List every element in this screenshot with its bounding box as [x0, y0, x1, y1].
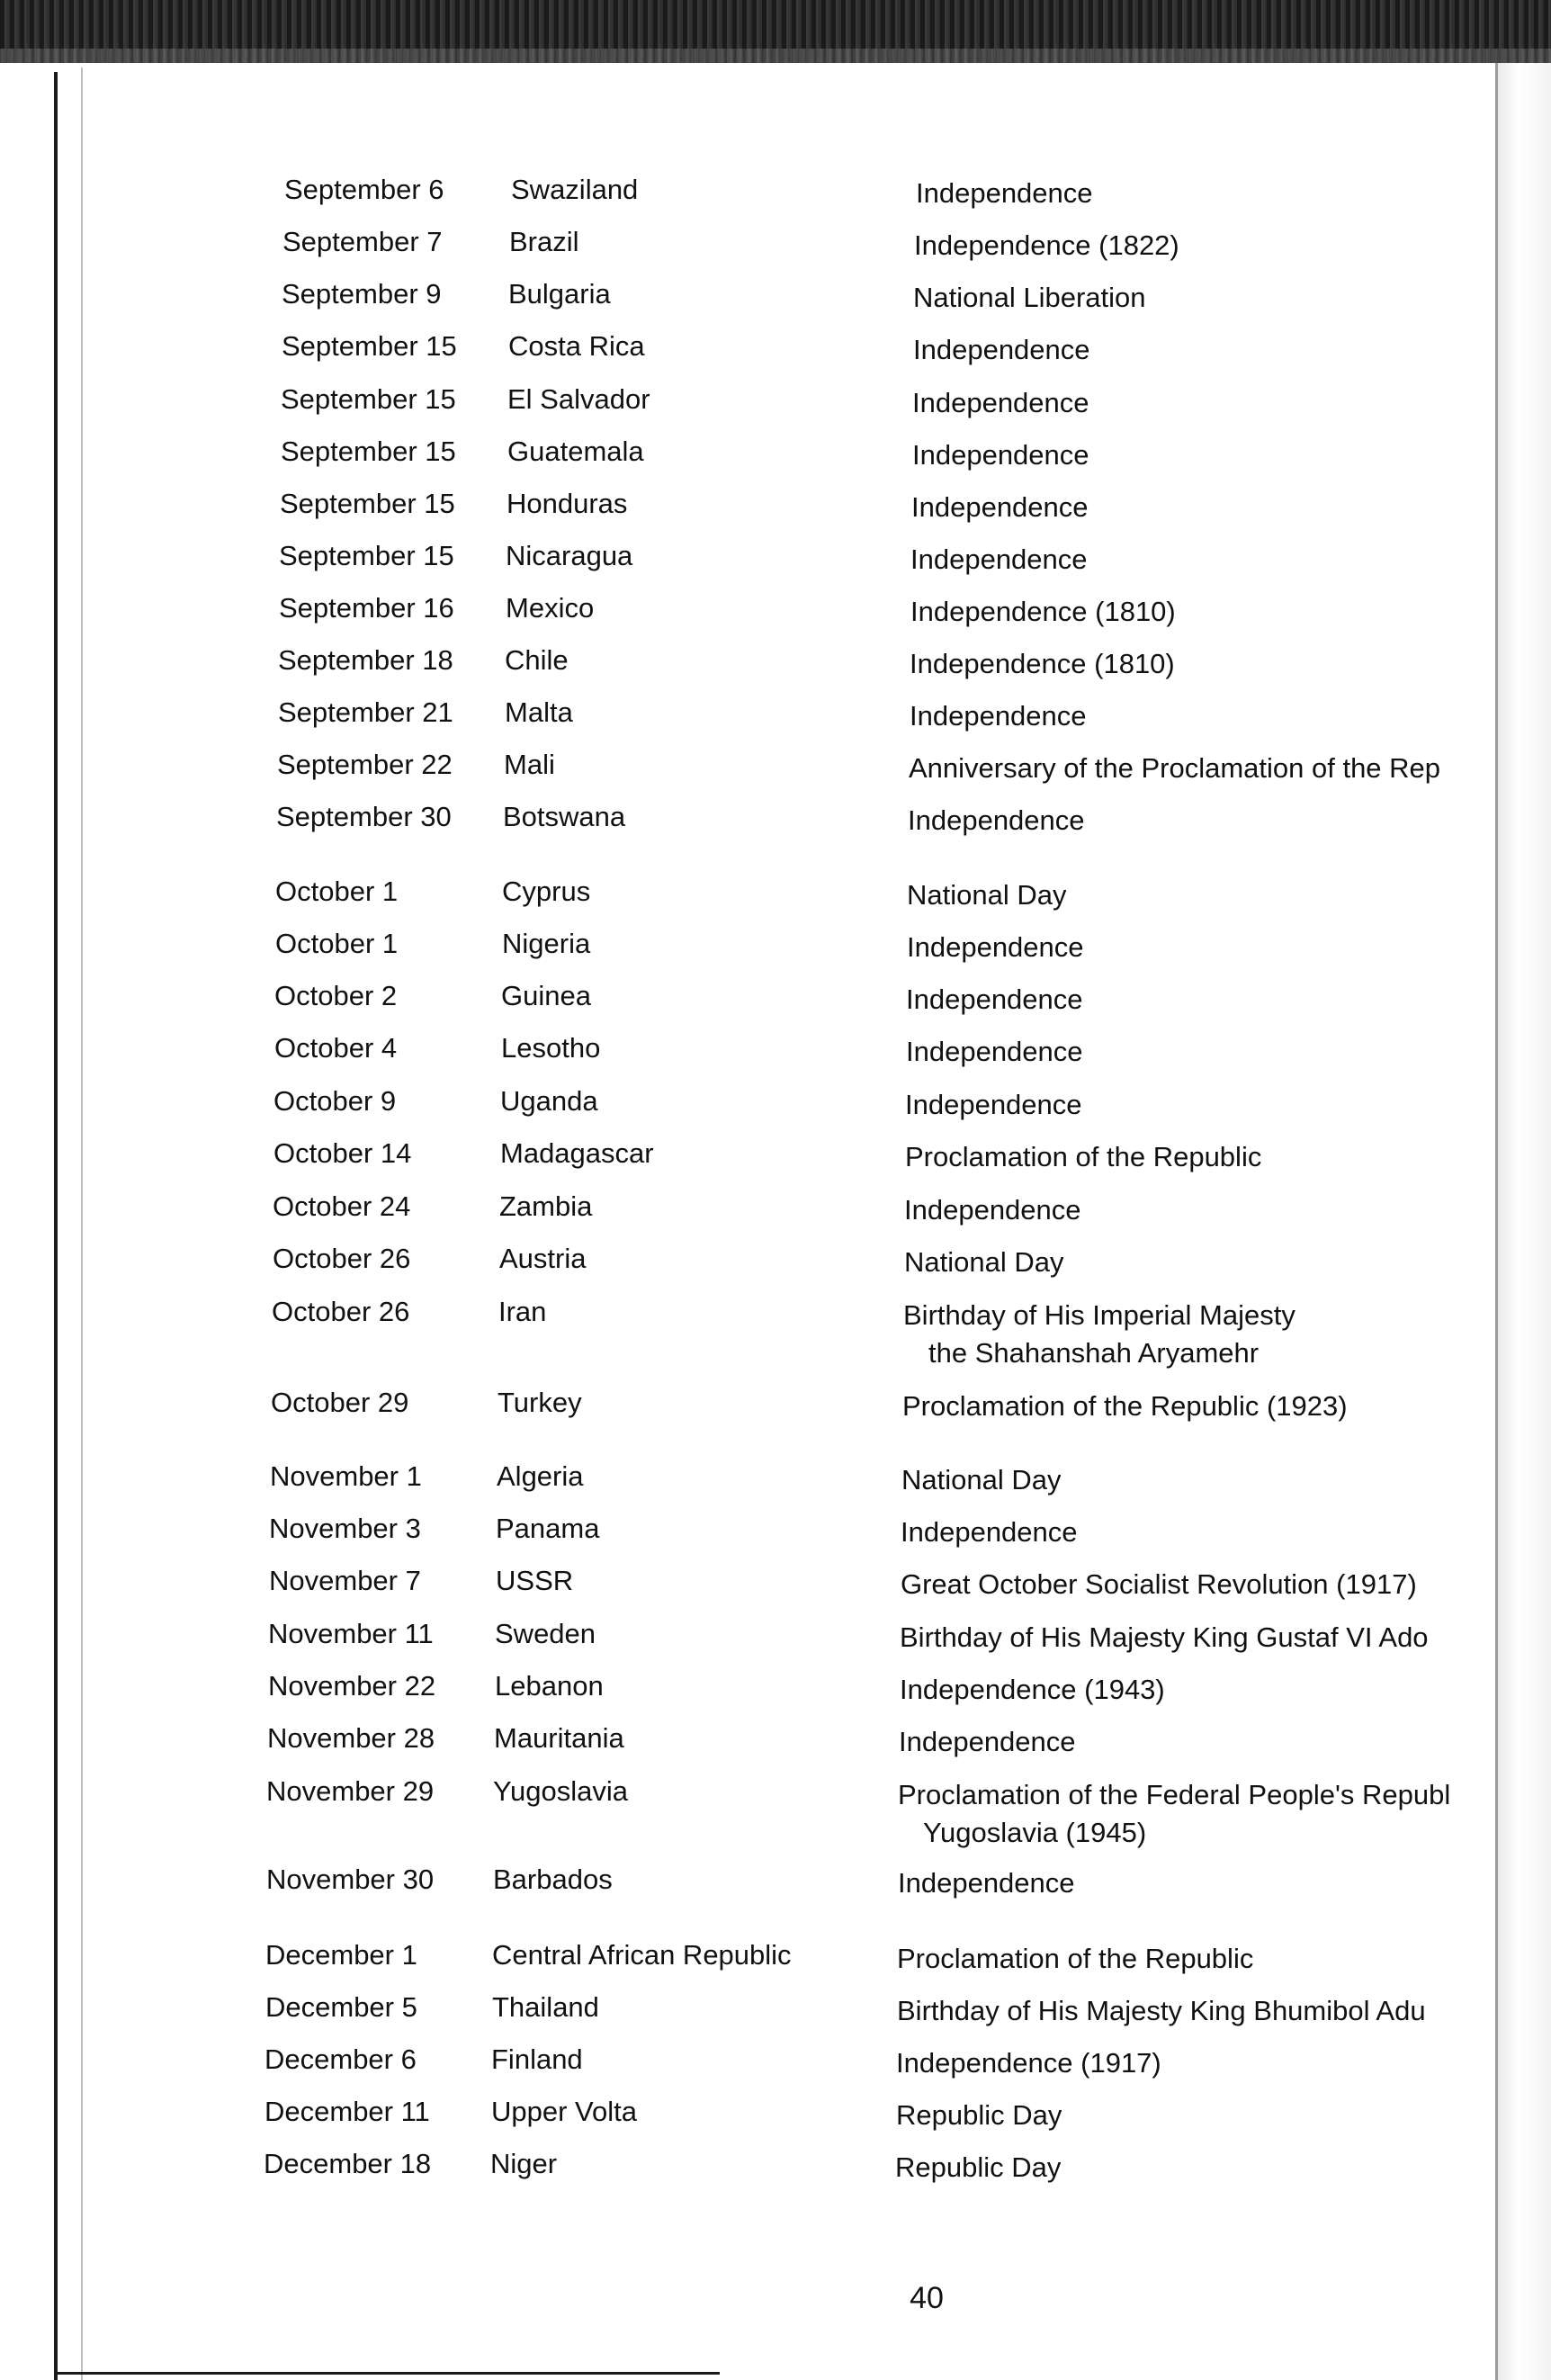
holiday-event: Proclamation of the Republic	[897, 1943, 1254, 1974]
holiday-event-continued: the Shahanshah Aryamehr	[928, 1337, 1260, 1369]
scan-top-edge	[0, 0, 1551, 63]
holiday-event: Birthday of His Majesty King Bhumibol Adu	[897, 1995, 1426, 2026]
holiday-event: Proclamation of the Republic	[905, 1141, 1262, 1172]
holiday-date: October 9	[273, 1085, 397, 1117]
holiday-date: October 14	[273, 1137, 412, 1169]
holiday-country: Brazil	[509, 226, 579, 257]
holiday-event: Independence (1810)	[910, 648, 1175, 679]
holiday-country: Thailand	[492, 1991, 599, 2023]
holiday-event: Independence	[908, 804, 1085, 836]
holiday-country: Sweden	[495, 1618, 596, 1649]
holiday-event: Independence (1822)	[914, 229, 1179, 261]
holiday-country: Chile	[505, 644, 569, 676]
holiday-event: Independence	[910, 543, 1088, 575]
holiday-event: Independence	[912, 439, 1089, 471]
holiday-country: Iran	[498, 1296, 547, 1327]
holiday-country: USSR	[496, 1565, 574, 1596]
holiday-event: Independence	[906, 1036, 1083, 1067]
holiday-date: September 6	[284, 174, 444, 205]
holiday-country: Mexico	[506, 592, 595, 624]
holiday-country: Yugoslavia	[493, 1775, 628, 1807]
holiday-country: Cyprus	[502, 876, 591, 907]
holiday-date: September 15	[279, 540, 454, 571]
holiday-event: Great October Socialist Revolution (1917)	[901, 1568, 1417, 1600]
holiday-event: Independence (1943)	[900, 1674, 1165, 1705]
holiday-date: November 28	[267, 1722, 435, 1754]
holiday-country: Guinea	[501, 980, 591, 1011]
holiday-date: September 15	[282, 330, 457, 362]
holiday-date: November 22	[268, 1670, 436, 1702]
holiday-event: Anniversary of the Proclamation of the Rep	[909, 752, 1441, 784]
holiday-country: Upper Volta	[491, 2096, 637, 2127]
holiday-country: Barbados	[493, 1864, 613, 1895]
holiday-date: October 24	[273, 1190, 411, 1222]
holiday-event: Independence	[913, 334, 1090, 365]
right-page-edge	[1495, 63, 1498, 2380]
holiday-date: November 3	[269, 1513, 421, 1544]
page-number: 40	[910, 2281, 944, 2315]
holiday-event: National Day	[907, 879, 1067, 911]
holiday-event: Republic Day	[895, 2151, 1062, 2183]
holiday-event: Independence	[905, 1089, 1082, 1120]
holiday-event: National Day	[901, 1464, 1062, 1495]
holiday-country: Swaziland	[511, 174, 639, 205]
holiday-country: Madagascar	[500, 1137, 654, 1169]
holiday-date: October 1	[275, 876, 399, 907]
holiday-event: Independence	[912, 387, 1089, 418]
bottom-page-border	[54, 2372, 720, 2375]
holiday-date: October 4	[274, 1032, 398, 1064]
holiday-date: October 1	[275, 928, 399, 959]
holiday-country: Panama	[496, 1513, 600, 1544]
holiday-country: Guatemala	[507, 436, 644, 467]
right-page-shadow	[1497, 63, 1551, 2380]
holiday-country: Zambia	[499, 1190, 593, 1222]
holiday-date: October 26	[273, 1243, 411, 1274]
holiday-date: October 29	[271, 1387, 409, 1418]
left-inner-border	[81, 67, 83, 2380]
holiday-date: September 15	[280, 488, 455, 519]
holiday-country: Central African Republic	[492, 1939, 792, 1971]
holiday-event: Independence	[910, 700, 1087, 732]
holiday-date: September 9	[282, 278, 442, 310]
holiday-event: Independence	[898, 1867, 1075, 1899]
holiday-date: December 5	[265, 1991, 417, 2023]
holiday-country: Costa Rica	[508, 330, 645, 362]
holiday-date: November 11	[268, 1618, 434, 1649]
holiday-event: Independence	[904, 1194, 1081, 1226]
holiday-event: Independence	[911, 491, 1089, 523]
holiday-country: Bulgaria	[508, 278, 611, 310]
holiday-country: Niger	[490, 2148, 558, 2179]
holiday-date: December 18	[264, 2148, 432, 2179]
holiday-event: Birthday of His Imperial Majesty	[903, 1299, 1295, 1331]
holiday-date: December 1	[265, 1939, 417, 1971]
holiday-date: September 15	[281, 436, 456, 467]
holiday-event: Independence (1810)	[910, 596, 1176, 627]
holiday-date: December 11	[264, 2096, 430, 2127]
holiday-date: November 7	[269, 1565, 421, 1596]
holiday-date: September 30	[276, 801, 452, 832]
holiday-country: Mauritania	[494, 1722, 624, 1754]
holiday-country: Lesotho	[501, 1032, 601, 1064]
holiday-date: November 1	[270, 1460, 422, 1492]
holiday-event: Independence	[901, 1516, 1078, 1548]
holiday-event: Independence	[916, 177, 1093, 209]
holiday-date: October 26	[272, 1296, 410, 1327]
left-page-border	[54, 72, 58, 2380]
holiday-country: Austria	[499, 1243, 587, 1274]
holiday-country: Nigeria	[502, 928, 591, 959]
holiday-country: Uganda	[500, 1085, 598, 1117]
holiday-date: September 15	[281, 383, 456, 415]
holiday-country: Lebanon	[495, 1670, 604, 1702]
holiday-event: Birthday of His Majesty King Gustaf VI Ado	[900, 1621, 1429, 1653]
holiday-event: Independence (1917)	[896, 2047, 1161, 2079]
holiday-event: Independence	[906, 983, 1083, 1015]
holiday-date: October 2	[274, 980, 398, 1011]
holiday-event: Proclamation of the Federal People's Republ	[898, 1779, 1451, 1810]
holiday-country: Algeria	[497, 1460, 584, 1492]
holiday-country: Finland	[491, 2043, 583, 2075]
holiday-date: December 6	[264, 2043, 417, 2075]
holiday-event: Independence	[907, 931, 1084, 963]
holiday-date: September 18	[278, 644, 453, 676]
holiday-country: Botswana	[503, 801, 626, 832]
holiday-date: September 7	[282, 226, 443, 257]
holiday-country: Malta	[505, 696, 573, 728]
holiday-date: September 22	[277, 749, 453, 780]
holiday-event-continued: Yugoslavia (1945)	[923, 1817, 1147, 1848]
holiday-event: Republic Day	[896, 2099, 1062, 2131]
holiday-country: Turkey	[498, 1387, 582, 1418]
holiday-event: Proclamation of the Republic (1923)	[902, 1390, 1348, 1422]
holiday-event: National Liberation	[913, 282, 1146, 313]
holiday-country: El Salvador	[507, 383, 650, 415]
holiday-event: Independence	[899, 1726, 1076, 1757]
holiday-date: September 21	[278, 696, 453, 728]
holiday-country: Mali	[504, 749, 555, 780]
holiday-country: Nicaragua	[506, 540, 633, 571]
holiday-date: September 16	[279, 592, 454, 624]
holiday-event: National Day	[904, 1246, 1064, 1278]
holiday-country: Honduras	[507, 488, 628, 519]
holiday-date: November 30	[266, 1864, 435, 1895]
holiday-date: November 29	[266, 1775, 435, 1807]
